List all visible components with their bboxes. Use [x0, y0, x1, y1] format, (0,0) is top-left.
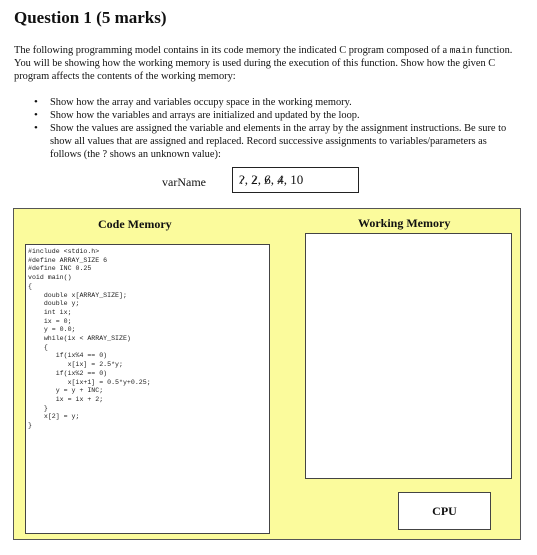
- cpu-box: CPU: [398, 492, 491, 530]
- working-memory-box[interactable]: [305, 233, 512, 479]
- intro-paragraph: [14, 44, 522, 84]
- final-value: 10: [290, 172, 304, 187]
- code-line: }: [28, 404, 48, 412]
- example-variable-label: varName: [162, 175, 206, 189]
- struck-value: 6: [264, 168, 271, 192]
- instruction-item: • Show how the variables and arrays are initialized and updated by the loop.: [34, 109, 520, 122]
- intro-text-before: The following programming model contains in its code memory the indicated C program composed of a: [14, 45, 450, 56]
- code-line: x[2] = y;: [28, 413, 80, 421]
- code-line: while(ix < ARRAY_SIZE): [28, 335, 131, 343]
- code-line: y = 0.0;: [28, 326, 76, 334]
- code-line: int ix;: [28, 308, 72, 316]
- code-line: }: [28, 422, 32, 430]
- code-line: #define ARRAY_SIZE 6: [28, 256, 108, 264]
- struck-value: 2: [251, 168, 258, 192]
- code-listing: [28, 248, 151, 431]
- code-memory-title: Code Memory: [98, 217, 172, 231]
- example-variable-box: ?, 2, 6, 4, 10: [232, 167, 359, 193]
- code-line: if(ix%2 == 0): [28, 369, 108, 377]
- struck-value: ?: [239, 168, 245, 192]
- code-line: double y;: [28, 300, 80, 308]
- instruction-list: [34, 96, 520, 161]
- code-line: #define INC 0.25: [28, 265, 92, 273]
- code-line: {: [28, 343, 48, 351]
- code-line: x[ix] = 2.5*y;: [28, 361, 123, 369]
- code-line: {: [28, 282, 32, 290]
- intro-text-after: function. You will be showing how the working memory is used during the execution of this function. Show how the given C program affects the contents of the working memory:: [14, 45, 513, 83]
- instruction-item: • Show how the array and variables occupy space in the working memory.: [34, 96, 520, 109]
- code-line: ix = 0;: [28, 317, 72, 325]
- code-line: void main(): [28, 274, 72, 282]
- code-line: #include <stdio.h>: [28, 248, 100, 255]
- working-memory-title: Working Memory: [358, 216, 451, 230]
- code-line: double x[ARRAY_SIZE];: [28, 291, 127, 299]
- intro-code-word: main: [449, 45, 473, 56]
- struck-value: 4: [277, 168, 284, 192]
- code-line: ix = ix + 2;: [28, 395, 104, 403]
- code-line: x[ix+1] = 0.5*y+0.25;: [28, 378, 151, 386]
- code-line: y = y + INC;: [28, 387, 104, 395]
- question-title: Question 1 (5 marks): [14, 8, 167, 27]
- code-line: if(ix%4 == 0): [28, 352, 108, 360]
- instruction-item: • Show the values are assigned the variable and elements in the array by the assignment instructions. Be sure to show all values that are assigned and replaced. Record successive assignments to variables/parameters as follows (the ? shows an unknown value):: [34, 122, 520, 161]
